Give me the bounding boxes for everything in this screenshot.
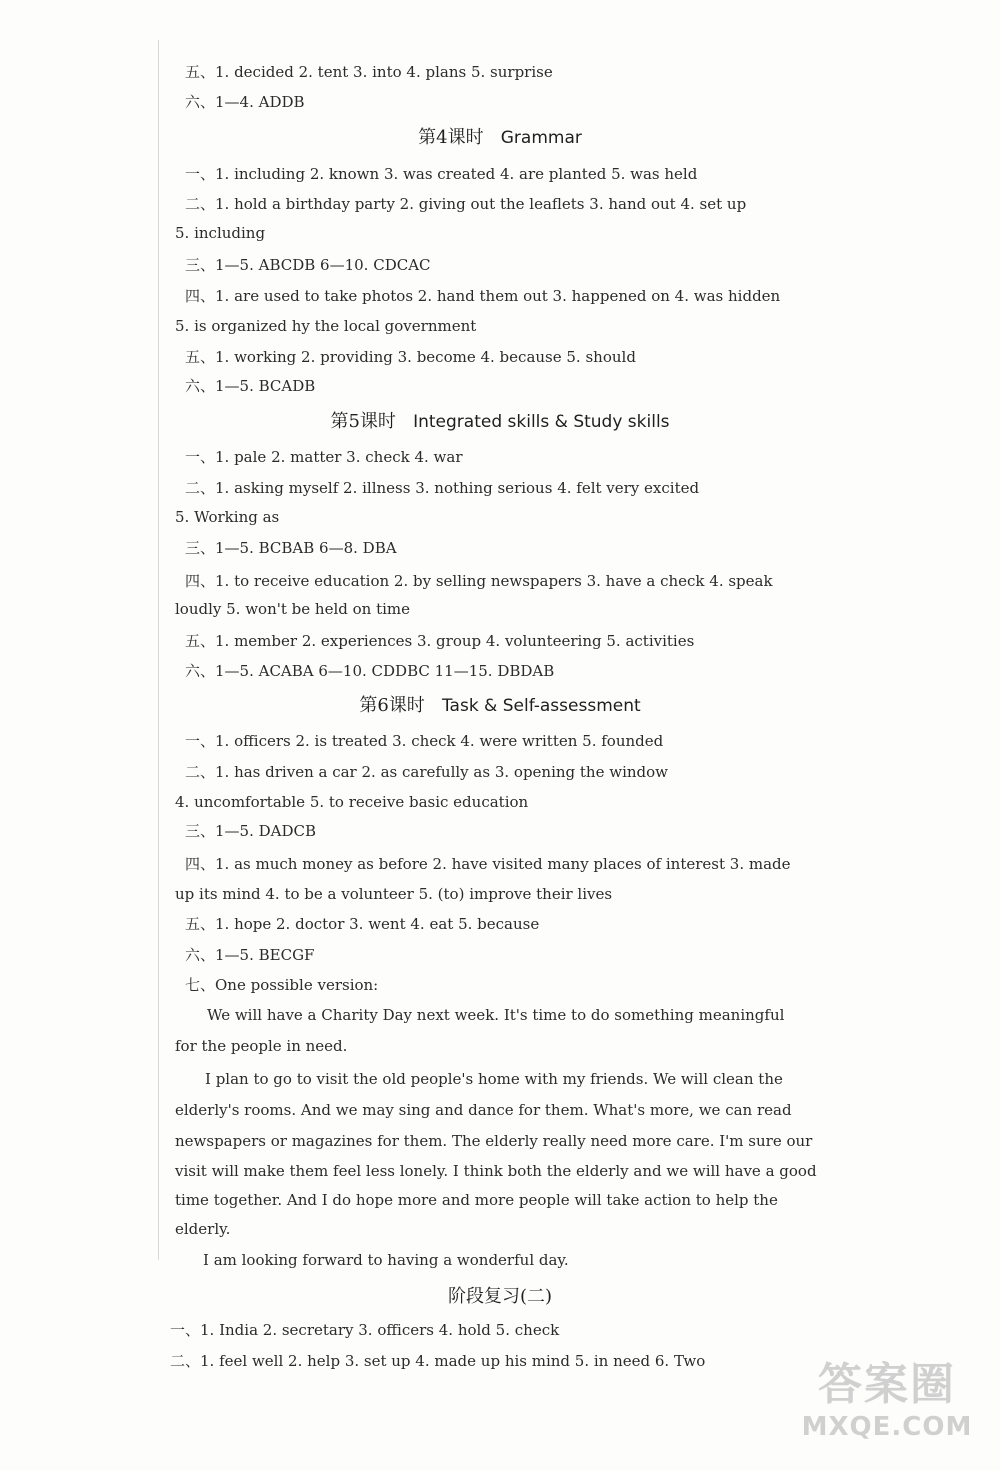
answer-line: 二、1. hold a birthday party 2. giving out the leaflets 3. hand out 4. set up xyxy=(185,195,747,213)
watermark-url: MXQE.COM xyxy=(801,1412,973,1442)
answer-line: 四、1. are used to take photos 2. hand them out 3. happened on 4. was hidden xyxy=(185,287,781,305)
answer-line: 5. Working as xyxy=(175,508,280,526)
answer-line: 二、1. has driven a car 2. as carefully as 3. opening the window xyxy=(185,763,669,781)
answer-line: 一、1. pale 2. matter 3. check 4. war xyxy=(185,448,463,466)
answer-line: 一、1. including 2. known 3. was created 4. are planted 5. was held xyxy=(185,165,698,183)
answer-line: 五、1. working 2. providing 3. become 4. because 5. should xyxy=(185,348,636,366)
essay-line: visit will make them feel less lonely. I think both the elderly and we will have a good xyxy=(175,1162,817,1180)
answer-line: 4. uncomfortable 5. to receive basic education xyxy=(175,793,529,811)
answer-line: loudly 5. won't be held on time xyxy=(175,600,410,618)
answer-line: 三、1—5. ABCDB 6—10. CDCAC xyxy=(185,256,431,274)
heading-en: Grammar xyxy=(500,128,582,148)
essay-line: newspapers or magazines for them. The elderly really need more care. I'm sure our xyxy=(175,1132,813,1150)
essay-line: for the people in need. xyxy=(175,1037,348,1055)
essay-line: I plan to go to visit the old people's home with my friends. We will clean the xyxy=(205,1070,783,1088)
essay-line: We will have a Charity Day next week. It's time to do something meaningful xyxy=(207,1006,785,1024)
answer-line: 5. including xyxy=(175,224,266,242)
site-watermark xyxy=(792,1359,982,1459)
essay-line: I am looking forward to having a wonderful day. xyxy=(203,1251,569,1269)
heading-en: Task & Self-assessment xyxy=(441,696,641,716)
answer-line: up its mind 4. to be a volunteer 5. (to) improve their lives xyxy=(175,885,613,903)
essay-line: time together. And I do hope more and more people will take action to help the xyxy=(175,1191,778,1209)
answer-line: 三、1—5. BCBAB 6—8. DBA xyxy=(185,539,397,557)
answer-line: 四、1. as much money as before 2. have visited many places of interest 3. made xyxy=(185,855,791,873)
answer-line: 六、1—5. BCADB xyxy=(185,377,316,395)
heading-cn: 第5课时 xyxy=(330,411,396,432)
answer-line: 三、1—5. DADCB xyxy=(185,822,317,840)
heading-cn: 第6课时 xyxy=(359,695,425,716)
section-heading-lesson-4 xyxy=(0,127,1000,149)
answer-line: 六、1—5. ACABA 6—10. CDDBC 11—15. DBDAB xyxy=(185,662,555,680)
answer-line: 七、One possible version: xyxy=(185,976,379,994)
heading-cn: 第4课时 xyxy=(418,127,484,148)
section-heading-review-2: 阶段复习(二) xyxy=(447,1286,553,1307)
section-heading-lesson-5 xyxy=(0,411,1000,433)
answer-line: 一、1. India 2. secretary 3. officers 4. hold 5. check xyxy=(170,1321,560,1339)
watermark-logo-text: 答案圈 xyxy=(818,1359,956,1410)
answer-line: 5. is organized hy the local government xyxy=(175,317,477,335)
essay-line: elderly's rooms. And we may sing and dance for them. What's more, we can read xyxy=(175,1101,792,1119)
answer-line: 四、1. to receive education 2. by selling newspapers 3. have a check 4. speak xyxy=(185,572,773,590)
page-fold-shadow xyxy=(158,40,159,1260)
essay-line: elderly. xyxy=(175,1220,231,1238)
answer-line: 五、1. hope 2. doctor 3. went 4. eat 5. because xyxy=(185,915,540,933)
answer-line: 二、1. feel well 2. help 3. set up 4. made up his mind 5. in need 6. Two xyxy=(170,1352,706,1370)
answer-line: 一、1. officers 2. is treated 3. check 4. were written 5. founded xyxy=(185,732,664,750)
answer-line: 六、1—5. BECGF xyxy=(185,946,315,964)
section-heading-lesson-6 xyxy=(0,695,1000,717)
answer-line: 二、1. asking myself 2. illness 3. nothing serious 4. felt very excited xyxy=(185,479,700,497)
answer-line: 六、1—4. ADDB xyxy=(185,93,305,111)
answer-line: 五、1. member 2. experiences 3. group 4. volunteering 5. activities xyxy=(185,632,695,650)
answer-line: 五、1. decided 2. tent 3. into 4. plans 5. surprise xyxy=(185,63,553,81)
heading-en: Integrated skills & Study skills xyxy=(413,412,670,432)
